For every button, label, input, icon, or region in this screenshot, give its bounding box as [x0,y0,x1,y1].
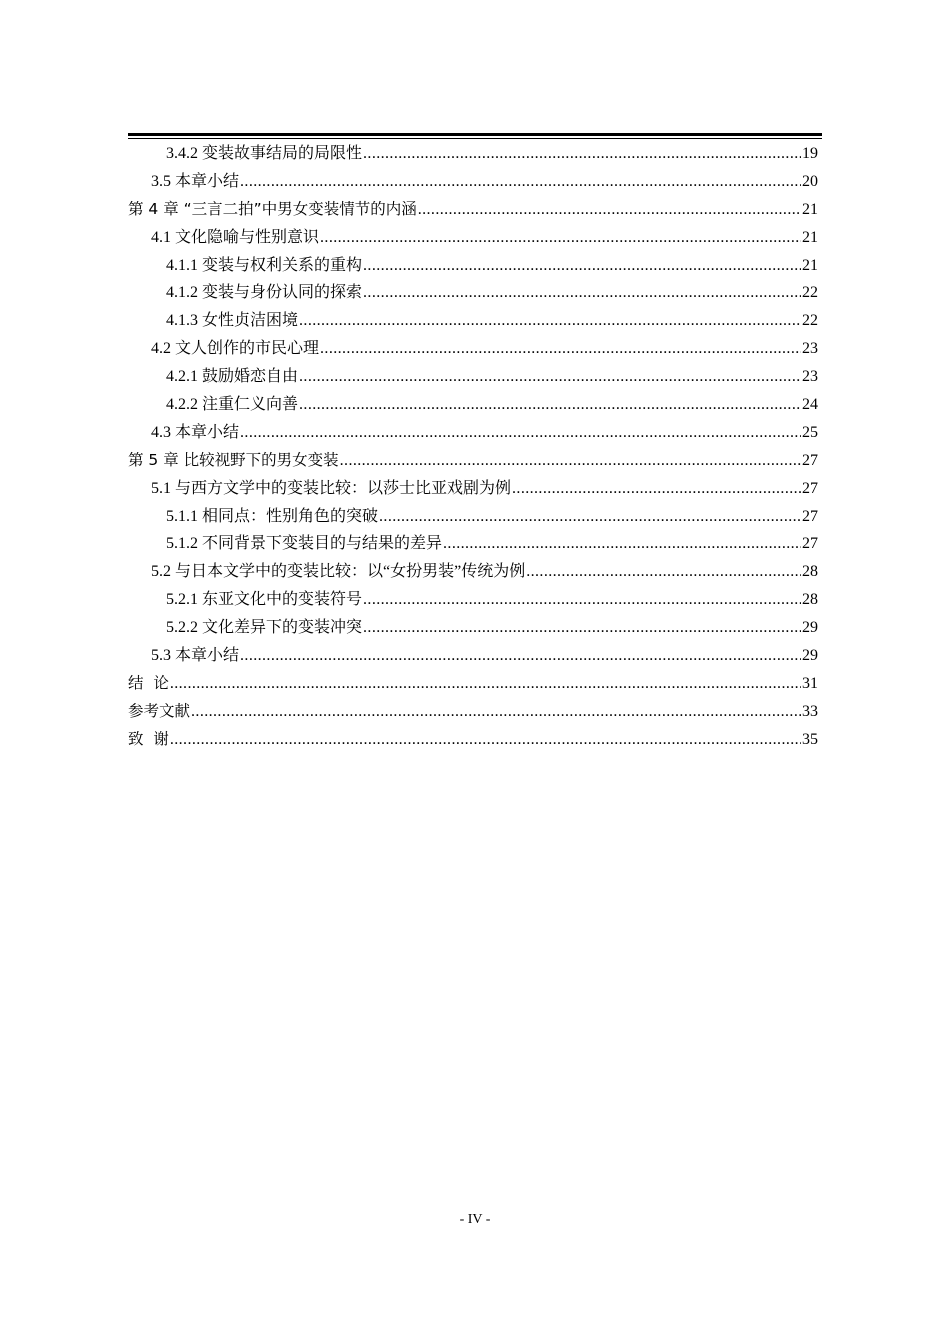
toc-leader-dots [240,419,801,447]
toc-entry-title: 4.1.1 变装与权利关系的重构 [166,256,363,274]
toc-leader-dots [512,475,801,503]
toc-entry-page: 31 [802,674,818,692]
toc-entry-page: 27 [802,507,818,525]
toc-entry-title: 4.1.2 变装与身份认同的探索 [166,284,363,302]
toc-leader-dots [240,168,801,196]
toc-leader-dots [299,307,801,335]
toc-entry-title: 结 论 [128,673,169,692]
toc-entry[interactable] [128,530,818,558]
toc-entry[interactable] [128,670,818,698]
toc-entry[interactable] [128,168,818,196]
toc-leader-dots [299,363,801,391]
toc-leader-dots [240,642,801,670]
toc-entry[interactable] [128,447,818,475]
toc-leader-dots [443,530,801,558]
toc-entry-page: 22 [802,284,818,302]
toc-entry-page: 27 [802,451,818,469]
toc-entry-page: 28 [802,563,818,581]
toc-entry-title: 3.5 本章小结 [151,172,240,190]
toc-entry-page: 23 [802,340,818,358]
toc-leader-dots [170,670,801,698]
toc-entry-page: 25 [802,423,818,441]
toc-entry-title: 4.2.1 鼓励婚恋自由 [166,368,299,386]
toc-entry[interactable] [128,614,818,642]
toc-leader-dots [340,447,801,475]
toc-entry[interactable] [128,252,818,280]
toc-entry-title: 第 5 章 比较视野下的男女变装 [128,450,339,469]
toc-entry-page: 33 [802,702,818,720]
toc-leader-dots [363,140,801,168]
toc-leader-dots [170,726,801,754]
toc-entry[interactable] [128,140,818,168]
toc-entry-title: 参考文献 [128,701,191,720]
toc-entry[interactable] [128,335,818,363]
toc-entry[interactable] [128,698,818,726]
toc-entry[interactable] [128,196,818,224]
toc-entry-title: 5.1 与西方文学中的变装比较：以莎士比亚戏剧为例 [151,479,512,497]
toc-leader-dots [363,614,801,642]
toc-leader-dots [299,391,801,419]
toc-entry[interactable] [128,363,818,391]
toc-entry-title: 第 4 章 “三言二拍”中男女变装情节的内涵 [128,199,417,218]
toc-entry-title: 致 谢 [128,729,169,748]
toc-entry-title: 5.2.1 东亚文化中的变装符号 [166,591,363,609]
toc-entry-page: 22 [802,312,818,330]
toc-entry-title: 3.4.2 变装故事结局的局限性 [166,145,363,162]
toc-entry-page: 21 [802,200,818,218]
toc-entry-page: 29 [802,619,818,637]
toc-entry-title: 5.3 本章小结 [151,647,240,665]
toc-entry-page: 35 [802,730,818,748]
toc-leader-dots [320,335,801,363]
toc-entry-title: 5.1.2 不同背景下变装目的与结果的差异 [166,535,443,553]
toc-entry-page: 24 [802,396,818,414]
toc-entry-title: 5.2 与日本文学中的变装比较：以“女扮男装”传统为例 [151,563,526,581]
header-rule-thick [128,133,822,136]
toc-leader-dots [363,252,801,280]
toc-entry-title: 4.1 文化隐喻与性别意识 [151,228,320,246]
page-number-footer: - IV - [459,1212,491,1227]
toc-leader-dots [418,196,801,224]
toc-entry[interactable] [128,279,818,307]
toc-entry[interactable] [128,307,818,335]
toc-leader-dots [363,279,801,307]
header-rule-thin [128,138,822,139]
toc-entry[interactable] [128,391,818,419]
toc-entry-page: 23 [802,368,818,386]
toc-leader-dots [526,558,801,586]
toc-leader-dots [379,503,801,531]
toc-entry-title: 5.2.2 文化差异下的变装冲突 [166,619,363,637]
toc-entry[interactable] [128,642,818,670]
toc-entry-page: 27 [802,535,818,553]
toc-entry-page: 29 [802,647,818,665]
toc-entry-title: 5.1.1 相同点：性别角色的突破 [166,507,379,525]
toc-entry[interactable] [128,586,818,614]
toc-entry[interactable] [128,475,818,503]
toc-entry-title: 4.3 本章小结 [151,423,240,441]
toc-entry[interactable] [128,558,818,586]
toc-entry-page: 21 [802,228,818,246]
toc-entry-title: 4.2 文人创作的市民心理 [151,340,320,358]
toc-leader-dots [363,586,801,614]
toc-leader-dots [191,698,801,726]
toc-entry-title: 4.1.3 女性贞洁困境 [166,312,299,330]
toc-entry-page: 21 [802,256,818,274]
table-of-contents [128,140,818,754]
toc-entry-page: 27 [802,479,818,497]
toc-leader-dots [320,224,801,252]
toc-entry-page: 20 [802,172,818,190]
toc-entry[interactable] [128,503,818,531]
toc-entry-title: 4.2.2 注重仁义向善 [166,396,299,414]
toc-entry[interactable] [128,726,818,754]
toc-entry[interactable] [128,419,818,447]
toc-entry[interactable] [128,224,818,252]
toc-entry-page: 19 [802,145,818,162]
toc-entry-page: 28 [802,591,818,609]
